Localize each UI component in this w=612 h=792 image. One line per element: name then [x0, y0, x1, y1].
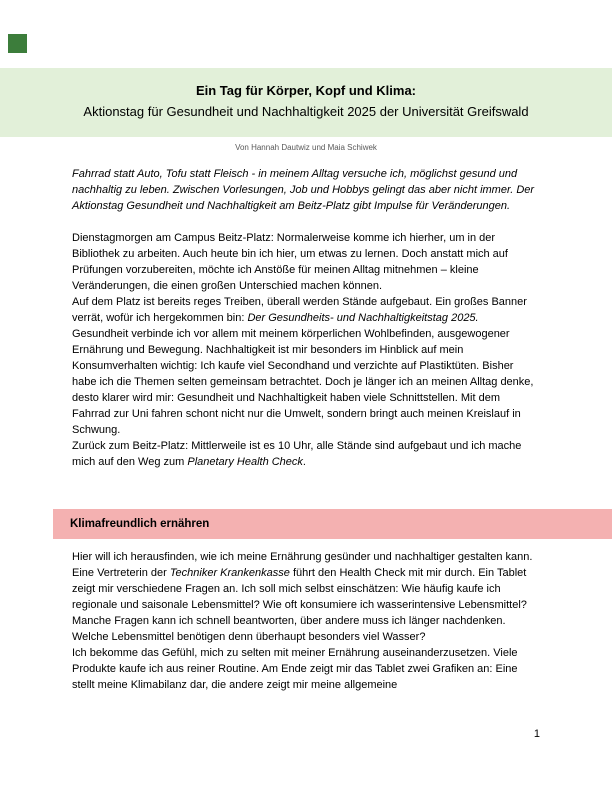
body-paragraph: Auf dem Platz ist bereits reges Treiben, überall werden Stände aufgebaut. Ein großes Banner verrät, wofür ich hergekommen bin: Der Gesundheits- und Nachhaltigkeitstag 2025.: [72, 296, 527, 324]
byline: Von Hannah Dautwiz und Maia Schiwek: [235, 143, 377, 152]
body-paragraph: Ich bekomme das Gefühl, mich zu selten mit meiner Ernährung auseinanderzusetzen. Viele Produkte kaufe ich aus reiner Routine. Am Ende zeigt mir das Tablet zwei Grafiken an: Eine stellt meine Klimabilanz dar, die andere zeigt mir meine allgemeine: [72, 647, 518, 691]
page-title: Ein Tag für Körper, Kopf und Klima:: [195, 83, 417, 98]
intro-paragraph: Fahrrad statt Auto, Tofu statt Fleisch - in meinem Alltag versuche ich, möglichst gesund und nachhaltig zu leben. Zwischen Vorlesungen, Job und Hobbys gelingt das aber nicht immer. Der Aktionstag Gesundheit und Nachhaltigkeit am Beitz-Platz gibt Impulse für Veränderungen.: [72, 168, 535, 212]
body-paragraph: Hier will ich herausfinden, wie ich meine Ernährung gesünder und nachhaltiger gestalten kann. Eine Vertreterin der Techniker Krankenkasse führt den Health Check mit mir durch. Ein Tablet zeigt mir verschiedene Fragen an. Ich soll mich selbst einschätzen: Wie häufig kaufe ich regionale und saisonale Lebensmittel? Wie oft konsumiere ich wasserintensive Lebensmittel? Manche Fragen kann ich schnell beantworten, über andere muss ich länger nachdenken. Welche Lebensmittel benötigen denn überhaupt besonders viel Wasser?: [72, 551, 533, 643]
body-paragraph: Zurück zum Beitz-Platz: Mittlerweile ist es 10 Uhr, alle Stände sind aufgebaut und ich mache mich auf den Weg zum Planetary Health Check.: [72, 440, 522, 468]
section-heading-band: [53, 509, 612, 539]
article-body-top: [72, 166, 540, 470]
body-paragraph: Gesundheit verbinde ich vor allem mit meinem körperlichen Wohlbefinden, ausgewogener Ernährung und Bewegung. Nachhaltigkeit ist mir besonders im Hinblick auf mein Konsumverhalten wichtig: Ich kaufe viel Secondhand und verzichte auf Plastiktüten. Bisher habe ich die Themen selten gemeinsam betrachtet. Doch je länger ich an meinen Alltag denke, desto klarer wird mir: Gesundheit und Nachhaltigkeit haben viele Schnittstellen. Mit dem Fahrrad zur Uni fahren schont nicht nur die Umwelt, sondern bringt auch meinen Kreislauf in Schwung.: [72, 328, 534, 436]
page-number: 1: [533, 728, 540, 740]
article-body-bottom: [72, 549, 540, 693]
green-marker-square: [8, 34, 27, 53]
body-paragraph: Dienstagmorgen am Campus Beitz-Platz: Normalerweise komme ich hierher, um in der Bibliothek zu arbeiten. Auch heute bin ich hier, um etwas zu lernen. Doch anstatt mich auf Prüfungen vorzubereiten, möchte ich Anstöße für meinen Alltag mitnehmen – kleine Veränderungen, die einen großen Unterschied machen können.: [72, 232, 508, 292]
title-band: [0, 68, 612, 137]
page-subtitle: Aktionstag für Gesundheit und Nachhaltigkeit 2025 der Universität Greifswald: [83, 104, 529, 119]
section-heading: Klimafreundlich ernähren: [70, 518, 210, 530]
